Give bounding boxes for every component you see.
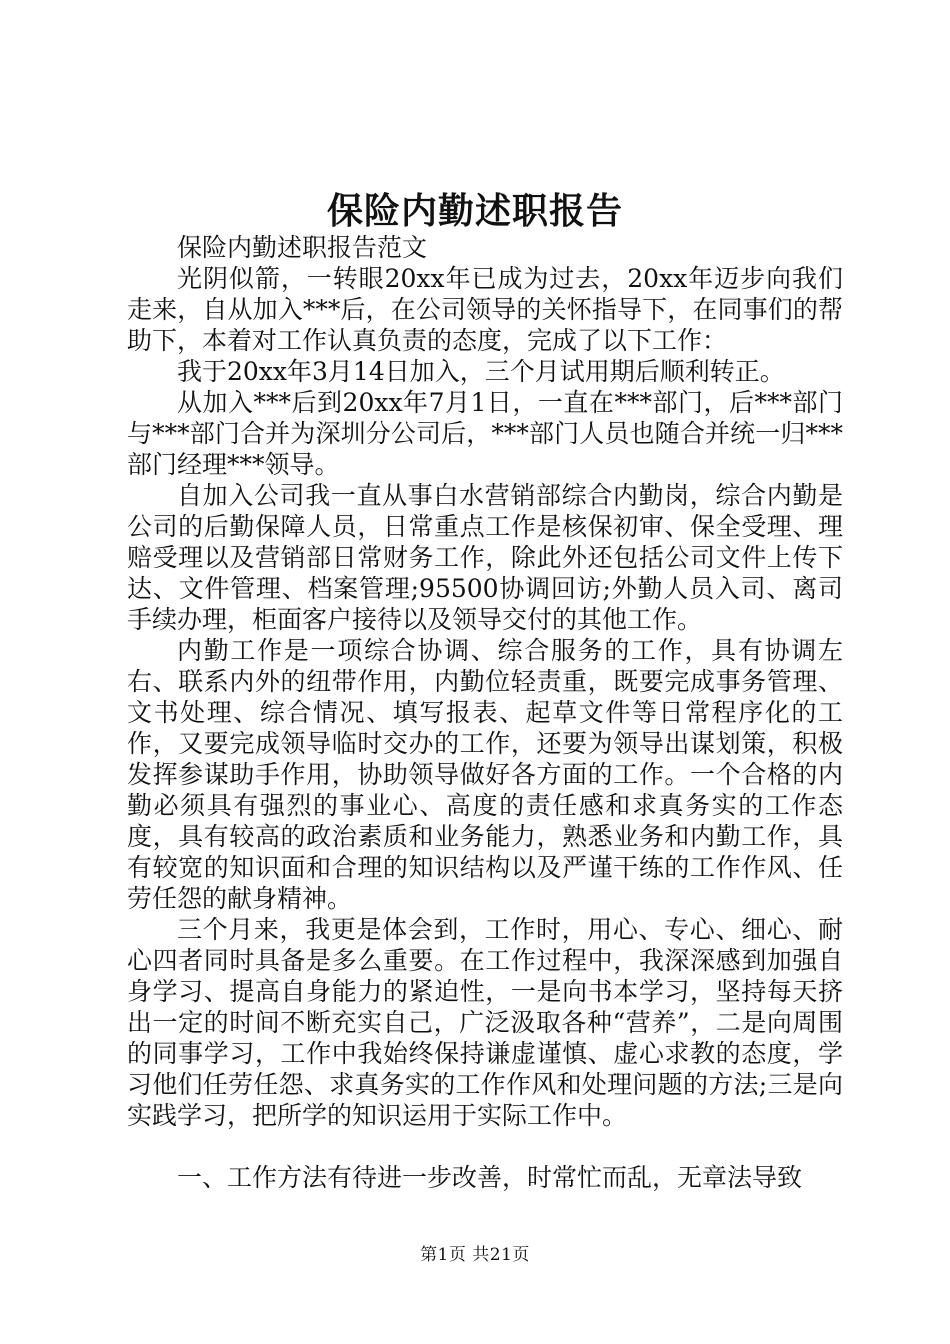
- paragraph-join-date: 我于20xx年3月14日加入，三个月试用期后顺利转正。: [177, 357, 785, 386]
- document-body: [127, 232, 843, 1193]
- paragraph-department: 从加入***后到20xx年7月1日，一直在***部门，后***部门与***部门合并为深圳分公司后，***部门人员也随合并统一归***部门经理***领导。: [127, 388, 843, 479]
- paragraph-role: 内勤工作是一项综合协调、综合服务的工作，具有协调左右、联系内外的纽带作用，内勤位轻责重，既要完成事务管理、文书处理、综合情况、填写报表、起草文件等日常程序化的工作，又要完成领导临时交办的工作，还要为领导出谋划策，积极发挥参谋助手作用，协助领导做好各方面的工作。一个合格的内勤必须具有强烈的事业心、高度的责任感和求真务实的工作态度，具有较高的政治素质和业务能力，熟悉业务和内勤工作，具有较宽的知识面和合理的知识结构以及严谨干练的工作作风、任劳任怨的献身精神。: [127, 636, 843, 913]
- paragraph-intro: 光阴似箭，一转眼20xx年已成为过去，20xx年迈步向我们走来，自从加入***后，在公司领导的关怀指导下，在同事们的帮助下，本着对工作认真负责的态度，完成了以下工作：: [127, 264, 843, 355]
- page-number: 第1页 共21页: [420, 1245, 530, 1265]
- paragraph-experience: 三个月来，我更是体会到，工作时，用心、专心、细心、耐心四者同时具备是多么重要。在工作过程中，我深深感到加强自身学习、提高自身能力的紧迫性，一是向书本学习，坚持每天挤出一定的时间不断充实自己，广泛汲取各种“营养”，二是向周围的同事学习，工作中我始终保持谦虚谨慎、虚心求教的态度，学习他们任劳任怨、求真务实的工作作风和处理问题的方法;三是向实践学习，把所学的知识运用于实际工作中。: [127, 915, 843, 1130]
- document-title: 保险内勤述职报告: [326, 190, 623, 232]
- paragraph-shortcoming: 一、工作方法有待进一步改善，时常忙而乱，无章法导致: [177, 1163, 803, 1192]
- paragraph-duties: 自加入公司我一直从事白水营销部综合内勤岗，综合内勤是公司的后勤保障人员，日常重点工作是核保初审、保全受理、理赔受理以及营销部日常财务工作，除此外还包括公司文件上传下达、文件管理、档案管理;95500协调回访;外勤人员入司、离司手续办理，柜面客户接待以及领导交付的其他工作。: [127, 481, 843, 634]
- paragraph-subtitle: 保险内勤述职报告范文: [177, 233, 428, 262]
